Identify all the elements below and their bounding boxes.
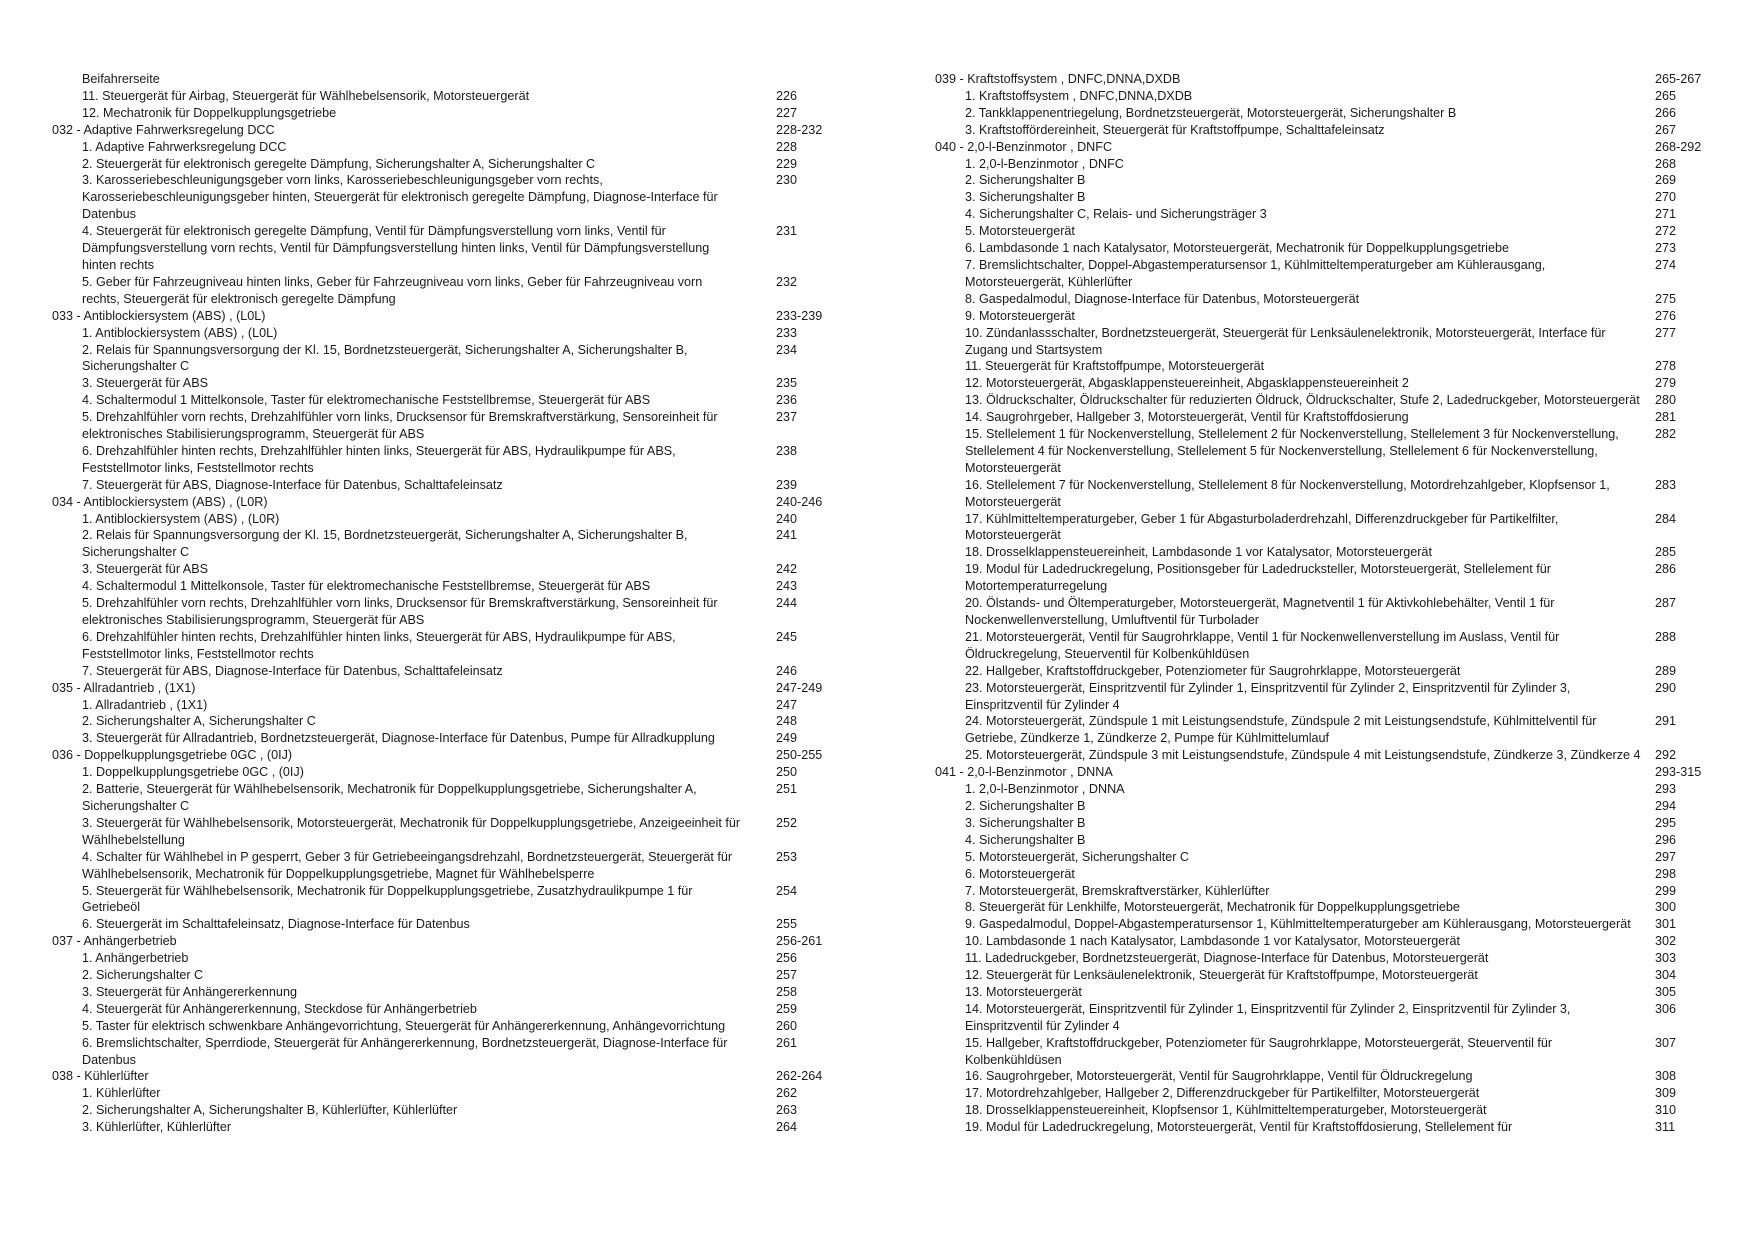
toc-page-number: 254 [776, 883, 798, 898]
toc-page-number: 293-315 [1655, 765, 1702, 780]
toc-entry-row[interactable] [935, 798, 1715, 815]
toc-page-number: 280 [1655, 393, 1677, 408]
toc-entry-title: 3. Kühlerlüfter, Kühlerlüfter [82, 1120, 232, 1135]
toc-entry-row[interactable] [52, 697, 842, 714]
toc-entry-title: 5. Drehzahlfühler vorn rechts, Drehzahlfühler vorn links, Drucksensor für Bremskraftverstärkung, Sensoreinheit für elektronisches Stabilisierungsprogramm, Steuergerät für ABS [82, 596, 718, 627]
toc-entry-title: 1. Antiblockiersystem (ABS) , (L0R) [82, 511, 280, 526]
toc-entry-title: 5. Motorsteuergerät [965, 224, 1075, 239]
toc-entry-row[interactable] [52, 342, 842, 376]
toc-entry-title: 1. Anhängerbetrieb [82, 951, 189, 966]
toc-entry-title: 8. Gaspedalmodul, Diagnose-Interface für Datenbus, Motorsteuergerät [965, 291, 1360, 306]
toc-entry-title: 20. Ölstands- und Öltemperaturgeber, Motorsteuergerät, Magnetventil 1 für Aktivkohlebehälter, Ventil 1 für Nockenwellenverstellung, Umluftventil für Turbolader [965, 596, 1555, 627]
toc-page-number: 294 [1655, 798, 1677, 813]
toc-entry-title: 17. Motordrehzahlgeber, Hallgeber 2, Differenzdruckgeber für Partikelfilter, Motorsteuergerät [965, 1086, 1480, 1101]
toc-entry-title: 6. Motorsteuergerät [965, 866, 1075, 881]
toc-entry-row[interactable] [935, 781, 1715, 798]
toc-page-number: 301 [1655, 917, 1677, 932]
toc-entry-row[interactable] [52, 1035, 842, 1069]
toc-page-number: 228 [776, 139, 798, 154]
toc-section-title: 032 - Adaptive Fahrwerksregelung DCC [52, 122, 275, 137]
toc-column-right [935, 71, 1715, 1136]
toc-entry-row[interactable] [52, 1001, 842, 1018]
toc-page-number: 291 [1655, 714, 1677, 729]
toc-page-number: 293 [1655, 782, 1677, 797]
toc-page-number: 262 [776, 1086, 798, 1101]
toc-section-row[interactable] [52, 680, 842, 697]
toc-entry-row[interactable] [52, 1102, 842, 1119]
toc-entry-title: Beifahrerseite [82, 72, 160, 86]
toc-page-number: 264 [776, 1120, 798, 1135]
toc-section-row[interactable] [52, 1068, 842, 1085]
toc-entry-title: 7. Steuergerät für ABS, Diagnose-Interface für Datenbus, Schalttafeleinsatz [82, 477, 503, 492]
toc-entry-title: 11. Steuergerät für Airbag, Steuergerät für Wählhebelsensorik, Motorsteuergerät [82, 88, 530, 103]
toc-page-number: 303 [1655, 951, 1677, 966]
toc-page-number: 274 [1655, 257, 1677, 272]
toc-page-number: 298 [1655, 866, 1677, 881]
toc-entry-row[interactable] [52, 883, 842, 917]
toc-entry-title: 12. Steuergerät für Lenksäulenelektronik, Steuergerät für Kraftstoffpumpe, Motorsteuergerät [965, 968, 1478, 983]
toc-page-number: 272 [1655, 224, 1677, 239]
toc-page-number: 235 [776, 376, 798, 391]
toc-page-number: 234 [776, 342, 798, 357]
toc-section-title: 035 - Allradantrieb , (1X1) [52, 680, 196, 695]
toc-entry-row[interactable] [52, 409, 842, 443]
toc-entry-title: 5. Drehzahlfühler vorn rechts, Drehzahlfühler vorn links, Drucksensor für Bremskraftverstärkung, Sensoreinheit für elektronisches Stabilisierungsprogramm, Steuergerät für ABS [82, 410, 718, 442]
toc-column-left [52, 71, 842, 1136]
toc-entry-title: 5. Motorsteuergerät, Sicherungshalter C [965, 849, 1190, 864]
toc-entry-title: 19. Modul für Ladedruckregelung, Motorsteuergerät, Ventil für Kraftstoffdosierung, Stellelement für [965, 1120, 1513, 1135]
toc-page-number: 226 [776, 88, 798, 103]
toc-entry-row[interactable] [52, 730, 842, 747]
toc-entry-row[interactable] [935, 1102, 1715, 1119]
toc-page-number: 271 [1655, 207, 1677, 222]
toc-page-number: 227 [776, 105, 798, 120]
toc-entry-title: 6. Steuergerät im Schalttafeleinsatz, Diagnose-Interface für Datenbus [82, 917, 470, 932]
toc-entry-title: 7. Steuergerät für ABS, Diagnose-Interface für Datenbus, Schalttafeleinsatz [82, 663, 503, 678]
toc-page-number: 259 [776, 1001, 798, 1016]
toc-page-number: 238 [776, 443, 798, 458]
toc-entry-title: 17. Kühlmitteltemperaturgeber, Geber 1 für Abgasturboladerdrehzahl, Differenzdruckgeber für Partikelfilter, Motorsteuergerät [965, 511, 1559, 543]
toc-entry-row[interactable] [935, 308, 1715, 325]
toc-page-number: 299 [1655, 883, 1677, 898]
toc-entry-title: 4. Schaltermodul 1 Mittelkonsole, Taster für elektromechanische Feststellbremse, Steuergerät für ABS [82, 393, 651, 408]
toc-entry-row[interactable] [935, 240, 1715, 257]
toc-entry-title: 3. Kraftstoffördereinheit, Steuergerät für Kraftstoffpumpe, Schalttafeleinsatz [965, 122, 1385, 137]
toc-section-title: 037 - Anhängerbetrieb [52, 934, 177, 949]
toc-entry-title: 5. Steuergerät für Wählhebelsensorik, Mechatronik für Doppelkupplungsgetriebe, Zusatzhydraulikpumpe 1 für Getriebeöl [82, 883, 693, 915]
toc-page-number: 233-239 [776, 308, 823, 323]
toc-entry-row[interactable] [935, 663, 1715, 680]
toc-entry-row[interactable] [52, 105, 842, 122]
toc-entry-row[interactable] [935, 815, 1715, 832]
toc-page-number: 284 [1655, 511, 1677, 526]
toc-entry-row[interactable] [52, 274, 842, 308]
toc-section-title: 034 - Antiblockiersystem (ABS) , (L0R) [52, 494, 268, 509]
toc-entry-row[interactable] [935, 426, 1715, 477]
toc-entry-row[interactable] [935, 325, 1715, 359]
toc-entry-title: 11. Steuergerät für Kraftstoffpumpe, Motorsteuergerät [965, 359, 1265, 374]
toc-entry-title: 6. Lambdasonde 1 nach Katalysator, Motorsteuergerät, Mechatronik für Doppelkupplungsgetriebe [965, 241, 1509, 256]
toc-entry-title: 3. Steuergerät für ABS [82, 562, 209, 577]
toc-entry-row[interactable] [52, 156, 842, 173]
toc-page-number: 295 [1655, 815, 1677, 830]
toc-page-number: 265-267 [1655, 72, 1702, 86]
toc-section-row[interactable] [935, 764, 1715, 781]
toc-entry-row[interactable] [52, 984, 842, 1001]
toc-entry-row[interactable] [935, 680, 1715, 714]
toc-page-number: 239 [776, 477, 798, 492]
toc-page-number: 310 [1655, 1103, 1677, 1118]
toc-page-number: 276 [1655, 308, 1677, 323]
toc-page-number: 245 [776, 629, 798, 644]
toc-page-number: 244 [776, 596, 798, 611]
toc-entry-row[interactable] [52, 967, 842, 984]
toc-entry-row[interactable] [52, 561, 842, 578]
toc-entry-title: 3. Steuergerät für Allradantrieb, Bordnetzsteuergerät, Diagnose-Interface für Datenbus, Pumpe für Allradkupplung [82, 731, 715, 746]
toc-page-number: 247 [776, 697, 798, 712]
toc-page-number: 286 [1655, 562, 1677, 577]
toc-entry-title: 4. Schalter für Wählhebel in P gesperrt, Geber 3 für Getriebeeingangsdrehzahl, Bordnetzsteuergerät, Steuergerät für Wählhebelsensorik, Mechatronik für Doppelkupplungsgetriebe, Magnet für Wählhebelsperre [82, 849, 733, 881]
toc-page-number: 296 [1655, 832, 1677, 847]
toc-entry-title: 10. Zündanlassschalter, Bordnetzsteuergerät, Steuergerät für Lenksäulenelektronik, Motorsteuergerät, Interface für Zugang und Startsystem [965, 325, 1606, 357]
toc-page-number: 268 [1655, 156, 1677, 171]
toc-entry-title: 3. Karosseriebeschleunigungsgeber vorn links, Karosseriebeschleunigungsgeber vorn rechts, Karosseriebeschleunigungsgeber hinten, Steuergerät für elektronisch geregelte Dämpfung, Diagnose-Interface für Datenbus [82, 173, 718, 222]
toc-entry-row[interactable] [935, 629, 1715, 663]
toc-entry-row[interactable] [52, 1085, 842, 1102]
toc-entry-title: 1. Antiblockiersystem (ABS) , (L0L) [82, 325, 278, 340]
toc-page-number: 268-292 [1655, 139, 1702, 154]
toc-page-number: 248 [776, 714, 798, 729]
toc-entry-row[interactable] [52, 375, 842, 392]
toc-entry-row[interactable] [52, 223, 842, 274]
toc-page-number: 233 [776, 325, 798, 340]
toc-entry-row[interactable] [935, 511, 1715, 545]
toc-entry-title: 4. Sicherungshalter B [965, 832, 1086, 847]
toc-entry-row[interactable] [935, 866, 1715, 883]
toc-page-number: 277 [1655, 325, 1677, 340]
toc-entry-row[interactable] [935, 899, 1715, 916]
toc-page-number: 281 [1655, 410, 1677, 425]
toc-page-number: 237 [776, 410, 798, 425]
toc-entry-row[interactable] [935, 1068, 1715, 1085]
toc-entry-title: 3. Sicherungshalter B [965, 190, 1086, 205]
toc-entry-row[interactable] [935, 933, 1715, 950]
toc-section-title: 039 - Kraftstoffsystem , DNFC,DNNA,DXDB [935, 72, 1181, 86]
toc-section-row[interactable] [52, 933, 842, 950]
toc-entry-title: 15. Stellelement 1 für Nockenverstellung, Stellelement 2 für Nockenverstellung, Stellelement 3 für Nockenverstellung, Stellelement 4 für Nockenverstellung, Stellelement 5 für Nockenverstellung, Stellelement 6 für Nockenverstellung, Motorsteuergerät [965, 427, 1619, 475]
toc-entry-row[interactable] [52, 139, 842, 156]
toc-entry-title: 2. Sicherungshalter A, Sicherungshalter B, Kühlerlüfter, Kühlerlüfter [82, 1103, 458, 1118]
toc-entry-row[interactable] [935, 561, 1715, 595]
toc-page-number: 256-261 [776, 934, 823, 949]
toc-entry-title: 8. Steuergerät für Lenkhilfe, Motorsteuergerät, Mechatronik für Doppelkupplungsgetriebe [965, 900, 1460, 915]
toc-entry-title: 6. Drehzahlfühler hinten rechts, Drehzahlfühler hinten links, Steuergerät für ABS, Hydraulikpumpe für ABS, Feststellmotor links, Feststellmotor rechts [82, 629, 676, 661]
toc-entry-title: 16. Stellelement 7 für Nockenverstellung, Stellelement 8 für Nockenverstellung, Motordrehzahlgeber, Klopfsensor 1, Motorsteuergerät [965, 477, 1610, 509]
toc-entry-title: 1. Adaptive Fahrwerksregelung DCC [82, 139, 287, 154]
toc-page-number: 260 [776, 1018, 798, 1033]
toc-page-number: 257 [776, 968, 798, 983]
toc-entry-row[interactable] [52, 916, 842, 933]
toc-section-title: 041 - 2,0-l-Benzinmotor , DNNA [935, 765, 1113, 780]
toc-entry-row[interactable] [52, 781, 842, 815]
toc-entry-row[interactable] [52, 815, 842, 849]
toc-page-number: 267 [1655, 122, 1677, 137]
toc-entry-row[interactable] [52, 950, 842, 967]
toc-page-number: 297 [1655, 849, 1677, 864]
toc-entry-title: 4. Schaltermodul 1 Mittelkonsole, Taster für elektromechanische Feststellbremse, Steuergerät für ABS [82, 579, 651, 594]
toc-page-number: 262-264 [776, 1069, 823, 1084]
toc-entry-title: 3. Steuergerät für ABS [82, 376, 209, 391]
toc-page-number: 289 [1655, 663, 1677, 678]
toc-entry-title: 21. Motorsteuergerät, Ventil für Saugrohrklappe, Ventil 1 für Nockenwellenverstellung im Auslass, Ventil für Öldruckregelung, Steuerventil für Kolbenkühldüsen [965, 629, 1560, 661]
toc-page-number: 242 [776, 562, 798, 577]
toc-entry-title: 12. Motorsteuergerät, Abgasklappensteuereinheit, Abgasklappensteuereinheit 2 [965, 376, 1409, 391]
toc-page-number: 263 [776, 1103, 798, 1118]
toc-page-number: 283 [1655, 477, 1677, 492]
toc-page-number: 246 [776, 663, 798, 678]
toc-entry-title: 18. Drosselklappensteuereinheit, Lambdasonde 1 vor Katalysator, Motorsteuergerät [965, 545, 1432, 560]
toc-page-number: 265 [1655, 88, 1677, 103]
toc-entry-title: 5. Taster für elektrisch schwenkbare Anhängevorrichtung, Steuergerät für Anhängererkennung, Anhängevorrichtung [82, 1018, 726, 1033]
toc-page-number: 307 [1655, 1035, 1677, 1050]
toc-entry-row[interactable] [935, 1119, 1715, 1136]
toc-entry-title: 22. Hallgeber, Kraftstoffdruckgeber, Potenziometer für Saugrohrklappe, Motorsteuergerät [965, 663, 1461, 678]
toc-page-number: 247-249 [776, 680, 823, 695]
toc-entry-row[interactable] [935, 1085, 1715, 1102]
toc-entry-row[interactable] [52, 511, 842, 528]
toc-section-title: 040 - 2,0-l-Benzinmotor , DNFC [935, 139, 1113, 154]
toc-entry-title: 7. Motorsteuergerät, Bremskraftverstärker, Kühlerlüfter [965, 883, 1270, 898]
toc-entry-row[interactable] [52, 1018, 842, 1035]
toc-page-number: 292 [1655, 748, 1677, 763]
toc-entry-title: 19. Modul für Ladedruckregelung, Positionsgeber für Ladedrucksteller, Motorsteuergerät, Stellelement für Motortemperaturregelung [965, 562, 1551, 594]
toc-entry-title: 2. Sicherungshalter A, Sicherungshalter C [82, 714, 316, 729]
toc-entry-row[interactable] [52, 578, 842, 595]
toc-entry-row[interactable] [52, 477, 842, 494]
toc-entry-row[interactable] [935, 1035, 1715, 1069]
toc-entry-row[interactable] [52, 595, 842, 629]
toc-entry-row[interactable] [52, 713, 842, 730]
toc-page-number: 305 [1655, 984, 1677, 999]
toc-entry-row[interactable] [52, 849, 842, 883]
toc-entry-title: 9. Motorsteuergerät [965, 308, 1075, 323]
toc-entry-row[interactable] [935, 477, 1715, 511]
toc-page-number: 269 [1655, 173, 1677, 188]
toc-entry-row[interactable] [935, 950, 1715, 967]
toc-page-number: 300 [1655, 900, 1677, 915]
toc-section-title: 036 - Doppelkupplungsgetriebe 0GC , (0IJ) [52, 748, 293, 763]
toc-entry-title: 12. Mechatronik für Doppelkupplungsgetriebe [82, 105, 337, 120]
toc-entry-row[interactable] [935, 122, 1715, 139]
toc-page-number: 250-255 [776, 748, 823, 763]
toc-entry-title: 2. Sicherungshalter B [965, 173, 1086, 188]
toc-page-number: 287 [1655, 596, 1677, 611]
toc-entry-title: 2. Sicherungshalter C [82, 968, 204, 983]
toc-entry-title: 10. Lambdasonde 1 nach Katalysator, Lambdasonde 1 vor Katalysator, Motorsteuergerät [965, 934, 1460, 949]
toc-entry-row[interactable] [935, 1001, 1715, 1035]
toc-entry-row[interactable] [935, 832, 1715, 849]
toc-entry-row[interactable] [935, 713, 1715, 747]
toc-entry-row[interactable] [52, 629, 842, 663]
toc-entry-title: 3. Steuergerät für Anhängererkennung [82, 984, 297, 999]
toc-page-number: 232 [776, 274, 798, 289]
toc-entry-row[interactable] [935, 105, 1715, 122]
toc-page-number: 308 [1655, 1069, 1677, 1084]
toc-page-number: 228-232 [776, 122, 823, 137]
toc-page-number: 309 [1655, 1086, 1677, 1101]
toc-page-number: 311 [1655, 1120, 1676, 1135]
toc-entry-title: 4. Sicherungshalter C, Relais- und Sicherungsträger 3 [965, 207, 1267, 222]
toc-entry-row[interactable] [52, 392, 842, 409]
toc-entry-title: 3. Steuergerät für Wählhebelsensorik, Motorsteuergerät, Mechatronik für Doppelkupplungsgetriebe, Anzeigeeinheit für Wählhebelstellung [82, 815, 741, 847]
toc-entry-row[interactable] [52, 88, 842, 105]
toc-entry-row[interactable] [935, 257, 1715, 291]
toc-page-number: 270 [1655, 190, 1677, 205]
toc-entry-row[interactable] [935, 223, 1715, 240]
toc-entry-row[interactable] [935, 206, 1715, 223]
toc-entry-row[interactable] [935, 88, 1715, 105]
toc-entry-row[interactable] [935, 291, 1715, 308]
toc-section-title: 033 - Antiblockiersystem (ABS) , (L0L) [52, 308, 266, 323]
toc-section-row[interactable] [935, 139, 1715, 156]
toc-entry-row[interactable] [935, 409, 1715, 426]
toc-entry-row[interactable] [935, 358, 1715, 375]
toc-entry-title: 2. Steuergerät für elektronisch geregelte Dämpfung, Sicherungshalter A, Sicherungshalter C [82, 156, 596, 171]
toc-page-number: 230 [776, 173, 798, 188]
toc-entry-row[interactable] [935, 883, 1715, 900]
toc-page-number: 240-246 [776, 494, 823, 509]
toc-entry-row[interactable] [935, 916, 1715, 933]
toc-page-number: 288 [1655, 629, 1677, 644]
toc-entry-row[interactable] [52, 71, 842, 88]
toc-entry-row[interactable] [935, 375, 1715, 392]
toc-entry-row[interactable] [52, 325, 842, 342]
toc-entry-title: 11. Ladedruckgeber, Bordnetzsteuergerät, Diagnose-Interface für Datenbus, Motorsteuergerät [965, 951, 1489, 966]
toc-entry-title: 2. Relais für Spannungsversorgung der Kl. 15, Bordnetzsteuergerät, Sicherungshalter A, Sicherungshalter B, Sicherungshalter C [82, 528, 688, 560]
toc-entry-title: 15. Hallgeber, Kraftstoffdruckgeber, Potenziometer für Saugrohrklappe, Motorsteuergerät, Steuerventil für Kolbenkühldüsen [965, 1035, 1553, 1067]
toc-entry-title: 2. Batterie, Steuergerät für Wählhebelsensorik, Mechatronik für Doppelkupplungsgetriebe, Sicherungshalter A, Sicherungshalter C [82, 782, 697, 813]
toc-entry-row[interactable] [52, 443, 842, 477]
toc-entry-title: 16. Saugrohrgeber, Motorsteuergerät, Ventil für Saugrohrklappe, Ventil für Öldruckregelung [965, 1069, 1473, 1084]
toc-entry-title: 1. Kühlerlüfter [82, 1086, 161, 1101]
toc-entry-title: 13. Motorsteuergerät [965, 984, 1082, 999]
toc-entry-title: 2. Relais für Spannungsversorgung der Kl. 15, Bordnetzsteuergerät, Sicherungshalter A, Sicherungshalter B, Sicherungshalter C [82, 342, 688, 374]
toc-page-number: 253 [776, 849, 798, 864]
toc-page-number: 278 [1655, 359, 1677, 374]
toc-entry-title: 6. Bremslichtschalter, Sperrdiode, Steuergerät für Anhängererkennung, Bordnetzsteuergerät, Diagnose-Interface für Datenbus [82, 1035, 728, 1067]
toc-section-row[interactable] [52, 747, 842, 764]
toc-page-number: 252 [776, 815, 798, 830]
toc-entry-row[interactable] [935, 984, 1715, 1001]
toc-entry-row[interactable] [935, 156, 1715, 173]
toc-entry-title: 9. Gaspedalmodul, Doppel-Abgastemperatursensor 1, Kühlmitteltemperaturgeber am Kühlerausgang, Motorsteuergerät [965, 917, 1631, 932]
toc-entry-title: 5. Geber für Fahrzeugniveau hinten links, Geber für Fahrzeugniveau vorn links, Geber für Fahrzeugniveau vorn rechts, Steuergerät für elektronisch geregelte Dämpfung [82, 274, 703, 306]
toc-page-number: 250 [776, 765, 798, 780]
toc-section-row[interactable] [52, 494, 842, 511]
toc-page-number: 231 [776, 224, 798, 239]
toc-entry-title: 24. Motorsteuergerät, Zündspule 1 mit Leistungsendstufe, Zündspule 2 mit Leistungsendstufe, Kühlmittelventil für Getriebe, Zündkerze 1, Zündkerze 2, Pumpe für Kühlmittelumlauf [965, 714, 1597, 746]
toc-entry-title: 1. Allradantrieb , (1X1) [82, 697, 208, 712]
toc-page-number: 258 [776, 984, 798, 999]
toc-page-number: 302 [1655, 934, 1677, 949]
toc-page-number: 261 [776, 1035, 798, 1050]
toc-entry-title: 14. Motorsteuergerät, Einspritzventil für Zylinder 1, Einspritzventil für Zylinder 2, Einspritzventil für Zylinder 3, Einspritzventil für Zylinder 4 [965, 1001, 1571, 1033]
toc-page-number: 249 [776, 731, 798, 746]
toc-page-number: 243 [776, 579, 798, 594]
toc-entry-title: 4. Steuergerät für elektronisch geregelte Dämpfung, Ventil für Dämpfungsverstellung vorn links, Ventil für Dämpfungsverstellung vorn rechts, Ventil für Dämpfungsverstellung hinten links, Ventil für Dämpfungsverstellung hinten rechts [82, 224, 710, 272]
toc-entry-row[interactable] [935, 595, 1715, 629]
toc-entry-title: 1. 2,0-l-Benzinmotor , DNNA [965, 782, 1125, 797]
toc-section-row[interactable] [935, 71, 1715, 88]
toc-page-number: 255 [776, 917, 798, 932]
toc-entry-title: 1. 2,0-l-Benzinmotor , DNFC [965, 156, 1124, 171]
toc-page-number: 282 [1655, 427, 1677, 442]
toc-section-row[interactable] [52, 122, 842, 139]
toc-page-number: 229 [776, 156, 798, 171]
toc-entry-row[interactable] [935, 392, 1715, 409]
toc-page-number: 285 [1655, 545, 1677, 560]
toc-page-number: 290 [1655, 680, 1677, 695]
toc-entry-row[interactable] [935, 849, 1715, 866]
toc-page-number: 240 [776, 511, 798, 526]
toc-entry-row[interactable] [935, 172, 1715, 189]
toc-entry-title: 25. Motorsteuergerät, Zündspule 3 mit Leistungsendstufe, Zündspule 4 mit Leistungsendstufe, Zündkerze 3, Zündkerze 4 [965, 748, 1641, 763]
toc-page-number: 273 [1655, 241, 1677, 256]
toc-page-number: 256 [776, 951, 798, 966]
toc-page-number: 306 [1655, 1001, 1677, 1016]
toc-page-number: 304 [1655, 968, 1677, 983]
toc-entry-title: 4. Steuergerät für Anhängererkennung, Steckdose für Anhängerbetrieb [82, 1001, 477, 1016]
toc-entry-row[interactable] [52, 172, 842, 223]
toc-page-number: 251 [776, 782, 798, 797]
toc-entry-row[interactable] [52, 764, 842, 781]
toc-entry-row[interactable] [935, 544, 1715, 561]
toc-entry-title: 3. Sicherungshalter B [965, 815, 1086, 830]
toc-page-number: 241 [776, 528, 798, 543]
toc-entry-title: 6. Drehzahlfühler hinten rechts, Drehzahlfühler hinten links, Steuergerät für ABS, Hydraulikpumpe für ABS, Feststellmotor links, Feststellmotor rechts [82, 443, 676, 475]
toc-page-number: 236 [776, 393, 798, 408]
toc-entry-title: 1. Kraftstoffsystem , DNFC,DNNA,DXDB [965, 88, 1193, 103]
toc-entry-title: 2. Sicherungshalter B [965, 798, 1086, 813]
toc-entry-row[interactable] [935, 189, 1715, 206]
toc-entry-row[interactable] [52, 1119, 842, 1136]
toc-entry-title: 23. Motorsteuergerät, Einspritzventil für Zylinder 1, Einspritzventil für Zylinder 2, Einspritzventil für Zylinder 3, Einspritzventil für Zylinder 4 [965, 680, 1571, 712]
toc-entry-title: 13. Öldruckschalter, Öldruckschalter für reduzierten Öldruck, Öldruckschalter, Stufe 2, Ladedruckgeber, Motorsteuergerät [965, 393, 1640, 408]
toc-page-number: 275 [1655, 291, 1677, 306]
toc-entry-row[interactable] [935, 967, 1715, 984]
toc-entry-title: 1. Doppelkupplungsgetriebe 0GC , (0IJ) [82, 765, 304, 780]
toc-section-title: 038 - Kühlerlüfter [52, 1069, 149, 1084]
toc-entry-title: 2. Tankklappenentriegelung, Bordnetzsteuergerät, Motorsteuergerät, Sicherungshalter B [965, 105, 1457, 120]
toc-entry-row[interactable] [935, 747, 1715, 764]
toc-page-number: 279 [1655, 376, 1677, 391]
toc-entry-row[interactable] [52, 527, 842, 561]
toc-entry-title: 7. Bremslichtschalter, Doppel-Abgastemperatursensor 1, Kühlmitteltemperaturgeber am Kühlerausgang, Motorsteuergerät, Kühlerlüfter [965, 257, 1546, 289]
toc-section-row[interactable] [52, 308, 842, 325]
toc-page-number: 266 [1655, 105, 1677, 120]
toc-entry-title: 18. Drosselklappensteuereinheit, Klopfsensor 1, Kühlmitteltemperaturgeber, Motorsteuergerät [965, 1103, 1487, 1118]
toc-entry-row[interactable] [52, 663, 842, 680]
toc-entry-title: 14. Saugrohrgeber, Hallgeber 3, Motorsteuergerät, Ventil für Kraftstoffdosierung [965, 410, 1409, 425]
